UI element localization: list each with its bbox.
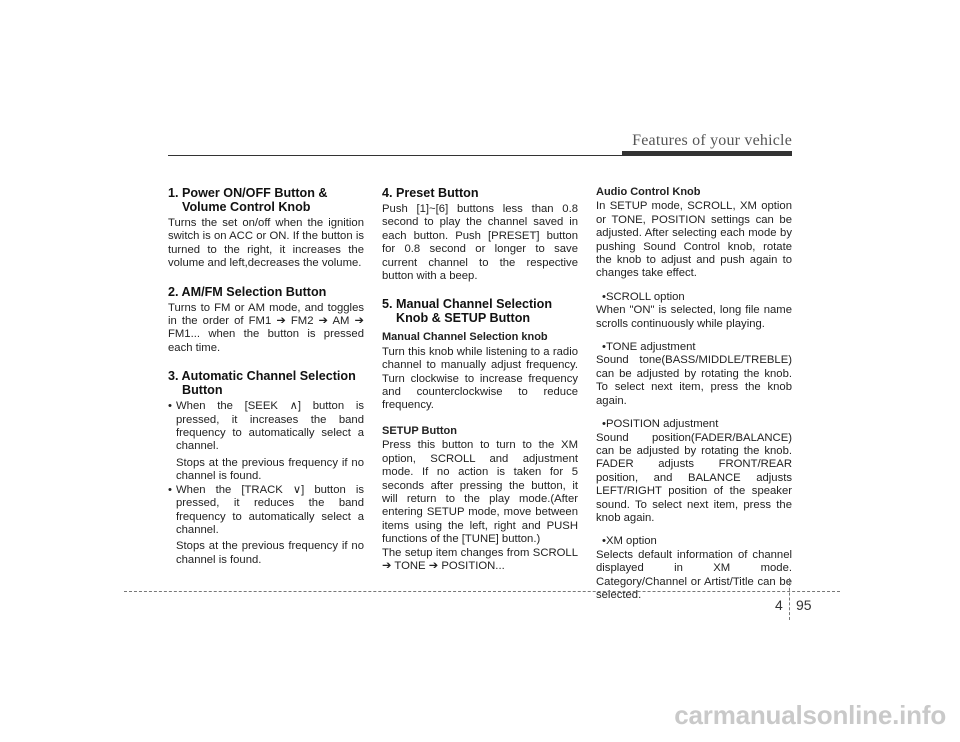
section-title: 2. AM/FM Selection Button [168,284,327,299]
column-middle [382,186,578,587]
footer-divider [124,591,840,592]
section-body: Turn this knob while listening to a radio channel to manually adjust frequency. Turn clockwise to increase frequency and counterclockwise to reduce frequency. [382,345,578,412]
section-body: Push [1]~[6] buttons less than 0.8 second to play the channel saved in each button. Push [PRESET] button for 0.8 second or longer to save current channel to the respective button with a beep. [382,203,578,283]
page-header-title: Features of your vehicle [632,132,792,149]
section-am-fm [168,285,364,356]
section-body: In SETUP mode, SCROLL, XM option or TONE, POSITION settings can be adjusted. After selecting each mode by pushing Sound Control knob, rotate the knob to adjust and push again to changes take effect. [596,200,792,280]
option-body: Sound position(FADER/BALANCE) can be adjusted by rotating the knob. FADER adjusts FRONT/REAR position, and BALANCE adjusts LEFT/RIGHT position of the speaker sound. To select next item, press the knob again. [596,431,792,524]
list-item-note: Stops at the previous frequency if no channel is found. [176,456,364,483]
option-position [596,418,792,525]
column-right [596,186,792,602]
section-manual-setup [382,297,578,573]
header-divider-accent [622,151,792,156]
subsection-title: SETUP Button [382,424,457,437]
column-left [168,186,364,581]
section-body: Turns to FM or AM mode, and toggles in the order of FM1 ➔ FM2 ➔ AM ➔ FM1... when the button is pressed each time. [168,301,364,354]
section-body: Turns the set on/off when the ignition switch is on ACC or ON. If the button is turned to the right, it increases the volume and left,decreases the volume. [168,217,364,270]
option-tone [596,341,792,408]
option-body: When "ON" is selected, long file name scrolls continuously while playing. [596,304,792,330]
subsection-title: Audio Control Knob [596,186,701,198]
section-auto-channel [168,369,364,567]
option-title: • POSITION adjustment [596,418,792,431]
section-body: Press this button to turn to the XM option, SCROLL and adjustment mode. If no action is taken for 5 seconds after pressing the button, it will return to the play mode.(After entering SETUP mode, move between items using the left, right and PUSH functions of the [TUNE] button.) [382,439,578,546]
list-item: • When the [SEEK ∧] button is pressed, it increases the band frequency to automatically select a channel. [168,400,364,454]
option-xm [596,535,792,602]
list-item: • When the [TRACK ∨] button is pressed, it reduces the band frequency to automatically select a channel. [168,484,364,538]
list-item-note: Stops at the previous frequency if no channel is found. [176,540,364,566]
section-preset [382,186,578,283]
page-number-divider [789,578,790,620]
section-title: 1. Power ON/OFF Button & Volume Control Knob [168,186,328,214]
option-title: • TONE adjustment [596,341,792,354]
option-body: Selects default information of channel displayed in XM mode. Category/Channel or Artist/Title can be selected. [596,548,792,601]
option-body: Sound tone(BASS/MIDDLE/TREBLE) can be adjusted by rotating the knob. To select next item, press the knob again. [596,354,792,407]
section-title: 4. Preset Button [382,186,479,200]
chapter-number: 4 [775,597,783,613]
section-power-volume [168,186,364,271]
option-title: • XM option [596,535,792,548]
page-number: 95 [796,597,812,613]
bullet-list [168,484,364,538]
section-title: 5. Manual Channel Selection Knob & SETUP Button [382,297,553,326]
option-title: • SCROLL option [596,291,792,304]
section-body: The setup item changes from SCROLL ➔ TONE ➔ POSITION... [382,546,578,572]
bullet-list [168,400,364,454]
watermark: carmanualsonline.info [674,700,946,730]
subsection-title: Manual Channel Selection knob [382,331,548,344]
section-title: 3. Automatic Channel Selection Button [168,369,356,398]
option-scroll [596,291,792,331]
